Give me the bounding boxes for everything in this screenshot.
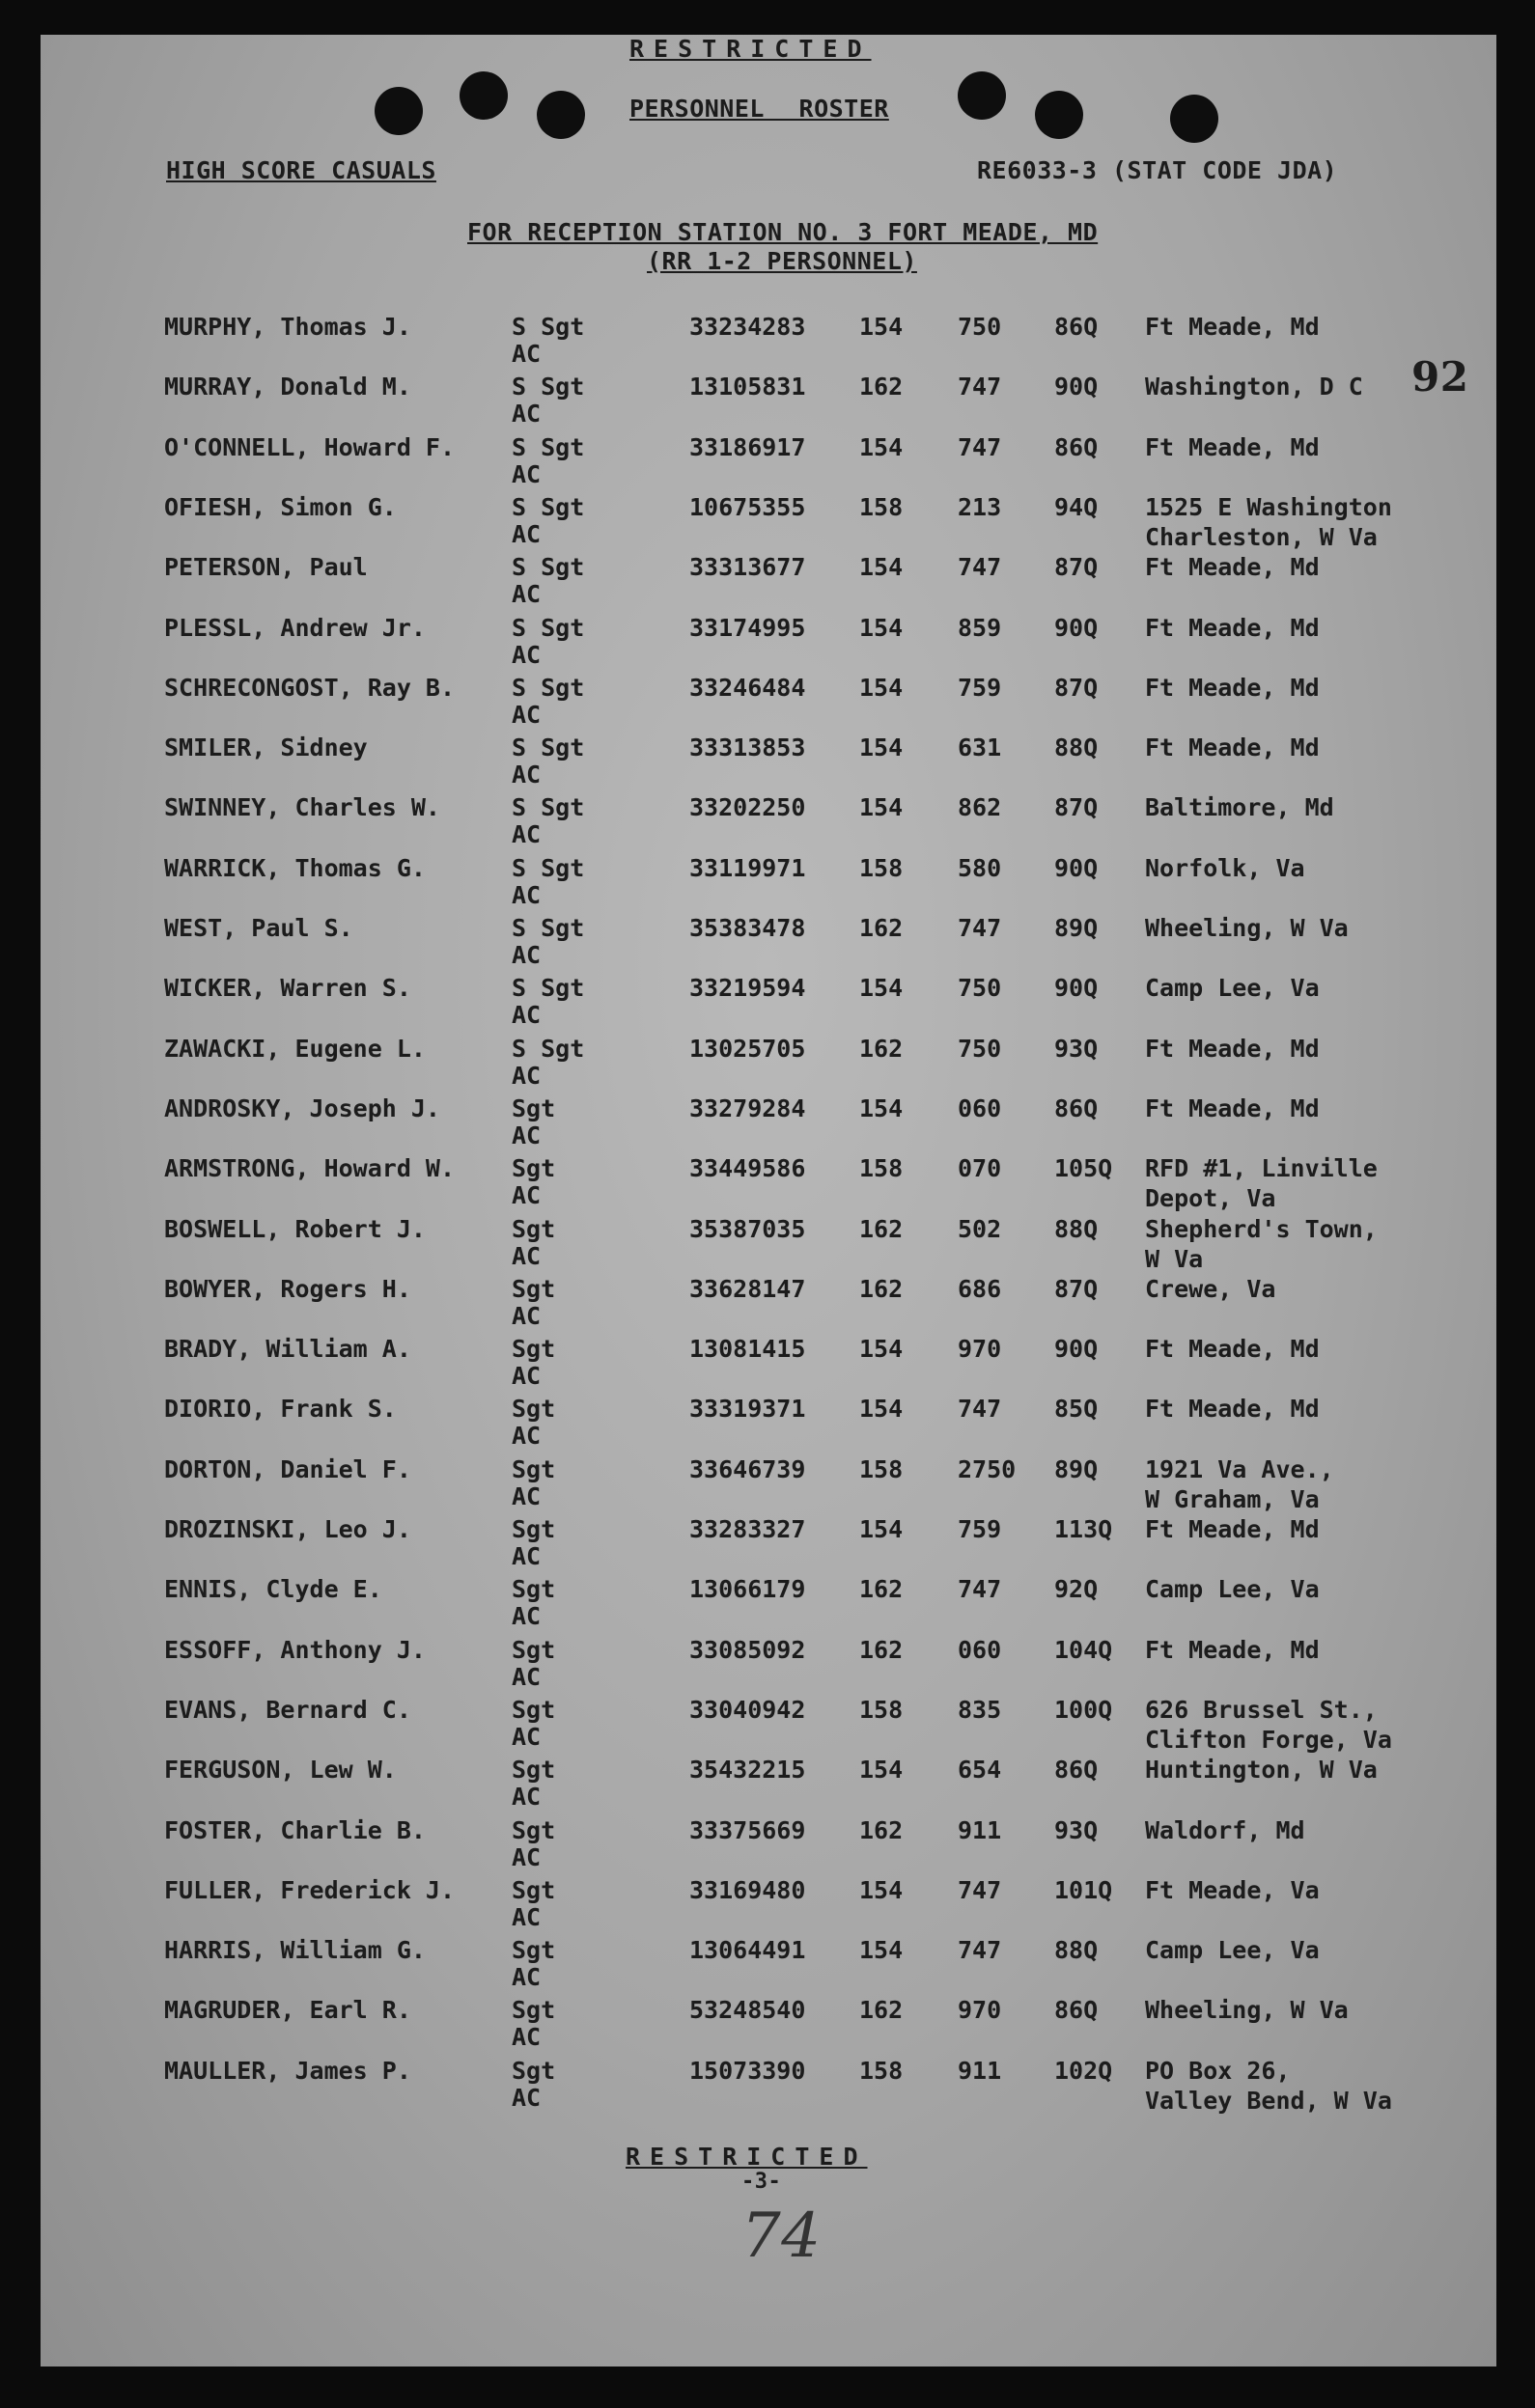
score-cell: 060 (958, 1093, 1002, 1122)
name-cell: WICKER, Warren S. (164, 974, 411, 1003)
address-cell: Ft Meade, Md (1145, 1515, 1320, 1543)
name-cell: WARRICK, Thomas G. (164, 853, 426, 882)
address-cell: Ft Meade, Md (1145, 313, 1320, 341)
grade-cell: Sgt (512, 1395, 556, 1424)
serial-cell: 33246484 (689, 673, 806, 702)
name-cell: OFIESH, Simon G. (164, 492, 397, 521)
grade-cell: Sgt (512, 2056, 556, 2085)
arm-cell: AC (512, 1362, 542, 1391)
arm-cell: AC (512, 1481, 542, 1510)
score-cell: 060 (958, 1635, 1002, 1664)
arm-cell: AC (512, 400, 542, 429)
score-cell: 750 (958, 1034, 1002, 1063)
mos-cell: 158 (859, 1695, 904, 1724)
serial-cell: 33449586 (689, 1154, 806, 1183)
mos-cell: 162 (859, 914, 904, 942)
mos-cell: 154 (859, 1515, 904, 1543)
address-cell: Ft Meade, Va (1145, 1875, 1320, 1904)
grade-cell: S Sgt (512, 673, 585, 702)
arm-cell: AC (512, 761, 542, 789)
table-row (41, 313, 1496, 373)
table-row (41, 914, 1496, 974)
grade-cell: Sgt (512, 1093, 556, 1122)
name-cell: FOSTER, Charlie B. (164, 1815, 426, 1844)
table-row (41, 1455, 1496, 1515)
category-cell: 88Q (1054, 1214, 1099, 1243)
score-cell: 686 (958, 1274, 1002, 1303)
serial-cell: 33313853 (689, 733, 806, 762)
score-cell: 859 (958, 613, 1002, 642)
grade-cell: S Sgt (512, 313, 585, 341)
category-cell: 89Q (1054, 914, 1099, 942)
name-cell: PETERSON, Paul (164, 553, 368, 582)
name-cell: PLESSL, Andrew Jr. (164, 613, 426, 642)
table-row (41, 1335, 1496, 1395)
grade-cell: Sgt (512, 1695, 556, 1724)
roster-title: PERSONNEL ROSTER (629, 95, 889, 123)
restricted-header: RESTRICTED (629, 35, 872, 63)
table-row (41, 553, 1496, 613)
arm-cell: AC (512, 459, 542, 488)
punch-hole (958, 71, 1006, 120)
unit-label: HIGH SCORE CASUALS (166, 156, 436, 184)
category-cell: 88Q (1054, 733, 1099, 762)
category-cell: 93Q (1054, 1034, 1099, 1063)
table-row (41, 733, 1496, 793)
name-cell: ARMSTRONG, Howard W. (164, 1154, 456, 1183)
address-cell: Baltimore, Md (1145, 793, 1334, 822)
address-cell: Camp Lee, Va (1145, 974, 1320, 1003)
grade-cell: S Sgt (512, 733, 585, 762)
grade-cell: Sgt (512, 1815, 556, 1844)
score-cell: 631 (958, 733, 1002, 762)
name-cell: DIORIO, Frank S. (164, 1395, 397, 1424)
mos-cell: 154 (859, 313, 904, 341)
address-cell: Camp Lee, Va (1145, 1936, 1320, 1965)
name-cell: DROZINSKI, Leo J. (164, 1515, 411, 1543)
score-cell: 747 (958, 1395, 1002, 1424)
grade-cell: S Sgt (512, 1034, 585, 1063)
serial-cell: 33375669 (689, 1815, 806, 1844)
arm-cell: AC (512, 1722, 542, 1751)
serial-cell: 33313677 (689, 553, 806, 582)
score-cell: 580 (958, 853, 1002, 882)
punch-hole (537, 91, 585, 139)
mos-cell: 162 (859, 1996, 904, 2025)
address-cell: RFD #1, Linville (1145, 1154, 1378, 1183)
category-cell: 85Q (1054, 1395, 1099, 1424)
arm-cell: AC (512, 640, 542, 669)
arm-cell: AC (512, 2023, 542, 2052)
address-cell: Ft Meade, Md (1145, 1034, 1320, 1063)
serial-cell: 33169480 (689, 1875, 806, 1904)
name-cell: SCHRECONGOST, Ray B. (164, 673, 456, 702)
arm-cell: AC (512, 1061, 542, 1090)
category-cell: 100Q (1054, 1695, 1113, 1724)
category-cell: 86Q (1054, 1093, 1099, 1122)
category-cell: 89Q (1054, 1454, 1099, 1483)
address-cell: Norfolk, Va (1145, 853, 1305, 882)
mos-cell: 154 (859, 1335, 904, 1364)
score-cell: 747 (958, 914, 1002, 942)
category-cell: 86Q (1054, 1756, 1099, 1785)
serial-cell: 33319371 (689, 1395, 806, 1424)
score-cell: 502 (958, 1214, 1002, 1243)
category-cell: 90Q (1054, 613, 1099, 642)
mos-cell: 154 (859, 974, 904, 1003)
score-cell: 2750 (958, 1454, 1017, 1483)
grade-cell: Sgt (512, 1635, 556, 1664)
grade-cell: S Sgt (512, 793, 585, 822)
address-cell: Waldorf, Md (1145, 1815, 1305, 1844)
address-cell: Camp Lee, Va (1145, 1575, 1320, 1604)
address-cell: Ft Meade, Md (1145, 673, 1320, 702)
serial-cell: 35432215 (689, 1756, 806, 1785)
name-cell: MURRAY, Donald M. (164, 373, 411, 401)
category-cell: 113Q (1054, 1515, 1113, 1543)
table-row (41, 1154, 1496, 1214)
address-cell: Ft Meade, Md (1145, 613, 1320, 642)
serial-cell: 15073390 (689, 2056, 806, 2085)
mos-cell: 162 (859, 1815, 904, 1844)
name-cell: SWINNEY, Charles W. (164, 793, 440, 822)
address-cell: Ft Meade, Md (1145, 1093, 1320, 1122)
score-cell: 862 (958, 793, 1002, 822)
page-number: 92 (1411, 353, 1469, 401)
mos-cell: 154 (859, 553, 904, 582)
mos-cell: 154 (859, 673, 904, 702)
category-cell: 105Q (1054, 1154, 1113, 1183)
arm-cell: AC (512, 1422, 542, 1451)
table-row (41, 1094, 1496, 1154)
address-cell: Ft Meade, Md (1145, 1635, 1320, 1664)
grade-cell: Sgt (512, 1154, 556, 1183)
serial-cell: 10675355 (689, 492, 806, 521)
mos-cell: 162 (859, 373, 904, 401)
score-cell: 750 (958, 313, 1002, 341)
mos-cell: 158 (859, 2056, 904, 2085)
table-row (41, 974, 1496, 1034)
table-row (41, 1756, 1496, 1815)
arm-cell: AC (512, 1301, 542, 1330)
table-row (41, 493, 1496, 553)
address-cell: Ft Meade, Md (1145, 1395, 1320, 1424)
arm-cell: AC (512, 1842, 542, 1871)
category-cell: 90Q (1054, 373, 1099, 401)
table-row (41, 1936, 1496, 1996)
score-cell: 759 (958, 673, 1002, 702)
category-cell: 86Q (1054, 432, 1099, 461)
punch-hole (1170, 95, 1218, 143)
mos-cell: 154 (859, 793, 904, 822)
address-cell: Wheeling, W Va (1145, 1996, 1349, 2025)
arm-cell: AC (512, 1602, 542, 1631)
name-cell: MURPHY, Thomas J. (164, 313, 411, 341)
arm-cell: AC (512, 340, 542, 368)
grade-cell: S Sgt (512, 553, 585, 582)
name-cell: BOSWELL, Robert J. (164, 1214, 426, 1243)
grade-cell: Sgt (512, 1756, 556, 1785)
name-cell: WEST, Paul S. (164, 914, 353, 942)
punch-hole (460, 71, 508, 120)
mos-cell: 154 (859, 1875, 904, 1904)
mos-cell: 154 (859, 1395, 904, 1424)
name-cell: ANDROSKY, Joseph J. (164, 1093, 440, 1122)
grade-cell: S Sgt (512, 432, 585, 461)
table-row (41, 433, 1496, 493)
mos-cell: 154 (859, 432, 904, 461)
category-cell: 102Q (1054, 2056, 1113, 2085)
arm-cell: AC (512, 880, 542, 909)
category-cell: 87Q (1054, 1274, 1099, 1303)
table-row (41, 793, 1496, 853)
arm-cell: AC (512, 2083, 542, 2112)
table-row (41, 1575, 1496, 1635)
serial-cell: 33283327 (689, 1515, 806, 1543)
grade-cell: Sgt (512, 1214, 556, 1243)
grade-cell: Sgt (512, 1274, 556, 1303)
mos-cell: 162 (859, 1214, 904, 1243)
roster-page (41, 35, 1496, 2366)
table-row (41, 1395, 1496, 1454)
category-cell: 86Q (1054, 1996, 1099, 2025)
mos-cell: 162 (859, 1575, 904, 1604)
grade-cell: Sgt (512, 1875, 556, 1904)
grade-cell: S Sgt (512, 853, 585, 882)
table-row (41, 614, 1496, 674)
score-cell: 747 (958, 432, 1002, 461)
address-cell: 626 Brussel St., (1145, 1695, 1378, 1724)
category-cell: 90Q (1054, 1335, 1099, 1364)
address-cell: Ft Meade, Md (1145, 553, 1320, 582)
address-cell: 1921 Va Ave., (1145, 1454, 1334, 1483)
name-cell: ZAWACKI, Eugene L. (164, 1034, 426, 1063)
serial-cell: 53248540 (689, 1996, 806, 2025)
table-row (41, 1996, 1496, 2056)
score-cell: 970 (958, 1335, 1002, 1364)
name-cell: ESSOFF, Anthony J. (164, 1635, 426, 1664)
table-row (41, 1876, 1496, 1936)
name-cell: FERGUSON, Lew W. (164, 1756, 397, 1785)
grade-cell: S Sgt (512, 373, 585, 401)
category-cell: 87Q (1054, 553, 1099, 582)
name-cell: FULLER, Frederick J. (164, 1875, 456, 1904)
arm-cell: AC (512, 1783, 542, 1812)
name-cell: ENNIS, Clyde E. (164, 1575, 382, 1604)
address-line2-cell: W Graham, Va (1145, 1484, 1320, 1513)
grade-cell: Sgt (512, 1996, 556, 2025)
name-cell: BRADY, William A. (164, 1335, 411, 1364)
table-row (41, 2057, 1496, 2117)
category-cell: 92Q (1054, 1575, 1099, 1604)
score-cell: 835 (958, 1695, 1002, 1724)
score-cell: 759 (958, 1515, 1002, 1543)
score-cell: 970 (958, 1996, 1002, 2025)
category-cell: 88Q (1054, 1936, 1099, 1965)
name-cell: EVANS, Bernard C. (164, 1695, 411, 1724)
address-cell: Ft Meade, Md (1145, 432, 1320, 461)
arm-cell: AC (512, 1542, 542, 1570)
address-cell: Crewe, Va (1145, 1274, 1276, 1303)
arm-cell: AC (512, 700, 542, 729)
grade-cell: S Sgt (512, 974, 585, 1003)
grade-cell: S Sgt (512, 914, 585, 942)
category-cell: 94Q (1054, 492, 1099, 521)
handwritten-number: 74 (741, 2200, 822, 2272)
serial-cell: 33202250 (689, 793, 806, 822)
score-cell: 747 (958, 1875, 1002, 1904)
mos-cell: 158 (859, 492, 904, 521)
arm-cell: AC (512, 820, 542, 849)
serial-cell: 13105831 (689, 373, 806, 401)
table-row (41, 674, 1496, 733)
arm-cell: AC (512, 1121, 542, 1149)
arm-cell: AC (512, 1241, 542, 1270)
mos-cell: 162 (859, 1034, 904, 1063)
score-cell: 747 (958, 1575, 1002, 1604)
arm-cell: AC (512, 1001, 542, 1030)
code-label: RE6033-3 (STAT CODE JDA) (977, 156, 1338, 184)
mos-cell: 158 (859, 1154, 904, 1183)
table-row (41, 1035, 1496, 1094)
score-cell: 213 (958, 492, 1002, 521)
address-cell: Ft Meade, Md (1145, 733, 1320, 762)
serial-cell: 33219594 (689, 974, 806, 1003)
score-cell: 747 (958, 373, 1002, 401)
name-cell: HARRIS, William G. (164, 1936, 426, 1965)
category-cell: 86Q (1054, 313, 1099, 341)
serial-cell: 33085092 (689, 1635, 806, 1664)
name-cell: MAGRUDER, Earl R. (164, 1996, 411, 2025)
name-cell: DORTON, Daniel F. (164, 1454, 411, 1483)
serial-cell: 33174995 (689, 613, 806, 642)
serial-cell: 35383478 (689, 914, 806, 942)
page-mark: -3- (741, 2170, 782, 2194)
category-cell: 104Q (1054, 1635, 1113, 1664)
score-cell: 747 (958, 553, 1002, 582)
punch-hole (375, 87, 423, 135)
grade-cell: Sgt (512, 1515, 556, 1543)
address-line2-cell: Charleston, W Va (1145, 522, 1378, 551)
roster-subtitle: (RR 1-2 PERSONNEL) (647, 247, 917, 275)
serial-cell: 13025705 (689, 1034, 806, 1063)
grade-cell: S Sgt (512, 492, 585, 521)
score-cell: 750 (958, 974, 1002, 1003)
serial-cell: 33279284 (689, 1093, 806, 1122)
serial-cell: 33119971 (689, 853, 806, 882)
serial-cell: 35387035 (689, 1214, 806, 1243)
category-cell: 87Q (1054, 673, 1099, 702)
table-row (41, 1636, 1496, 1696)
table-row (41, 1275, 1496, 1335)
arm-cell: AC (512, 519, 542, 548)
arm-cell: AC (512, 1963, 542, 1992)
serial-cell: 33040942 (689, 1695, 806, 1724)
mos-cell: 154 (859, 1936, 904, 1965)
grade-cell: Sgt (512, 1575, 556, 1604)
arm-cell: AC (512, 1902, 542, 1931)
address-line2-cell: Depot, Va (1145, 1184, 1276, 1213)
name-cell: MAULLER, James P. (164, 2056, 411, 2085)
address-cell: Wheeling, W Va (1145, 914, 1349, 942)
name-cell: BOWYER, Rogers H. (164, 1274, 411, 1303)
mos-cell: 162 (859, 1635, 904, 1664)
category-cell: 93Q (1054, 1815, 1099, 1844)
address-cell: PO Box 26, (1145, 2056, 1291, 2085)
address-cell: Shepherd's Town, (1145, 1214, 1378, 1243)
serial-cell: 33234283 (689, 313, 806, 341)
address-line2-cell: W Va (1145, 1244, 1204, 1273)
score-cell: 070 (958, 1154, 1002, 1183)
category-cell: 90Q (1054, 974, 1099, 1003)
address-cell: Ft Meade, Md (1145, 1335, 1320, 1364)
mos-cell: 158 (859, 853, 904, 882)
grade-cell: Sgt (512, 1936, 556, 1965)
score-cell: 654 (958, 1756, 1002, 1785)
score-cell: 911 (958, 2056, 1002, 2085)
score-cell: 747 (958, 1936, 1002, 1965)
address-cell: 1525 E Washington (1145, 492, 1392, 521)
table-row (41, 1696, 1496, 1756)
mos-cell: 162 (859, 1274, 904, 1303)
address-cell: Huntington, W Va (1145, 1756, 1378, 1785)
category-cell: 87Q (1054, 793, 1099, 822)
address-line2-cell: Valley Bend, W Va (1145, 2086, 1392, 2115)
arm-cell: AC (512, 941, 542, 969)
mos-cell: 154 (859, 613, 904, 642)
arm-cell: AC (512, 580, 542, 609)
punch-hole (1035, 91, 1083, 139)
grade-cell: Sgt (512, 1454, 556, 1483)
grade-cell: Sgt (512, 1335, 556, 1364)
arm-cell: AC (512, 1662, 542, 1691)
grade-cell: S Sgt (512, 613, 585, 642)
score-cell: 911 (958, 1815, 1002, 1844)
serial-cell: 33646739 (689, 1454, 806, 1483)
table-row (41, 373, 1496, 432)
serial-cell: 13064491 (689, 1936, 806, 1965)
category-cell: 101Q (1054, 1875, 1113, 1904)
table-row (41, 1215, 1496, 1275)
mos-cell: 154 (859, 733, 904, 762)
restricted-footer: RESTRICTED (626, 2143, 868, 2171)
serial-cell: 33186917 (689, 432, 806, 461)
mos-cell: 154 (859, 1093, 904, 1122)
name-cell: SMILER, Sidney (164, 733, 368, 762)
address-line2-cell: Clifton Forge, Va (1145, 1725, 1392, 1754)
table-row (41, 1515, 1496, 1575)
category-cell: 90Q (1054, 853, 1099, 882)
mos-cell: 154 (859, 1756, 904, 1785)
name-cell: O'CONNELL, Howard F. (164, 432, 456, 461)
table-row (41, 1816, 1496, 1876)
station-line: FOR RECEPTION STATION NO. 3 FORT MEADE, MD (467, 218, 1099, 246)
serial-cell: 33628147 (689, 1274, 806, 1303)
mos-cell: 158 (859, 1454, 904, 1483)
serial-cell: 13081415 (689, 1335, 806, 1364)
serial-cell: 13066179 (689, 1575, 806, 1604)
arm-cell: AC (512, 1181, 542, 1210)
address-cell: Washington, D C (1145, 373, 1363, 401)
table-row (41, 854, 1496, 914)
